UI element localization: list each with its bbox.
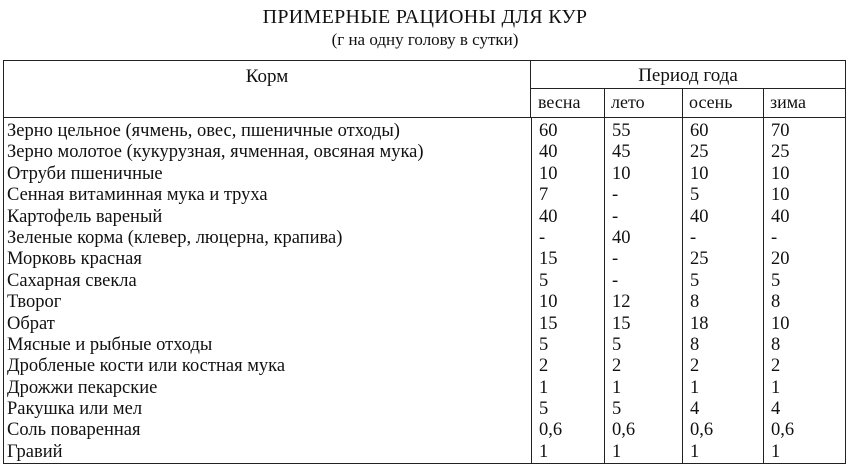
ration-value: 1 (771, 441, 781, 462)
ration-value: 1 (539, 377, 549, 398)
feed-name: Сенная витаминная мука и труха (7, 185, 268, 206)
table-row (4, 271, 845, 292)
ration-value: 15 (612, 313, 631, 334)
ration-value: 10 (539, 292, 558, 313)
ration-value: 1 (539, 441, 549, 462)
ration-value: 10 (690, 163, 709, 184)
ration-value: 25 (690, 142, 709, 163)
feed-name: Ракушка или мел (7, 399, 143, 420)
ration-value: - (612, 206, 619, 227)
header-season-winter: зима (770, 92, 806, 112)
ration-value: 0,6 (771, 420, 795, 441)
table-row (4, 249, 845, 270)
column-divider (763, 89, 764, 117)
ration-value: 8 (771, 292, 781, 313)
ration-value: 40 (771, 206, 790, 227)
ration-value: 4 (771, 399, 781, 420)
column-divider (682, 89, 683, 117)
ration-value: 5 (539, 399, 549, 420)
feed-name: Соль поваренная (7, 420, 141, 441)
table-row (4, 121, 845, 142)
header-season-autumn: осень (689, 92, 733, 112)
ration-value: 8 (771, 334, 781, 355)
table-row (4, 399, 845, 420)
ration-value: 1 (690, 441, 700, 462)
feed-name: Зерно молотое (кукурузная, ячменная, овсяная мука) (7, 142, 424, 163)
ration-value: 25 (690, 249, 709, 270)
ration-value: 2 (690, 356, 700, 377)
ration-value: 25 (771, 142, 790, 163)
feed-name: Творог (7, 292, 62, 313)
header-period: Период года (531, 61, 845, 89)
ration-value: 15 (539, 249, 558, 270)
ration-value: 60 (539, 121, 558, 141)
ration-value: 2 (612, 356, 622, 377)
table-body (4, 121, 845, 463)
ration-value: 40 (539, 206, 558, 227)
ration-value: 5 (771, 270, 781, 291)
header-season-spring: весна (538, 92, 581, 112)
ration-value: 10 (771, 185, 790, 206)
table-row (4, 314, 845, 335)
ration-value: - (612, 249, 619, 270)
ration-value: 1 (771, 377, 781, 398)
ration-value: 1 (690, 377, 700, 398)
ration-value: 10 (539, 163, 558, 184)
ration-value: - (612, 270, 619, 291)
ration-value: 60 (690, 121, 709, 141)
ration-value: 10 (771, 163, 790, 184)
ration-value: 70 (771, 121, 790, 141)
ration-value: 0,6 (612, 420, 636, 441)
feed-name: Зеленые корма (клевер, люцерна, крапива) (7, 227, 343, 248)
ration-value: 5 (539, 334, 549, 355)
feed-name: Сахарная свекла (7, 270, 137, 291)
table-row (4, 335, 845, 356)
ration-value: 7 (539, 185, 549, 206)
table-row (4, 185, 845, 206)
ration-value: 40 (612, 227, 631, 248)
table-row (4, 207, 845, 228)
ration-value: 55 (612, 121, 631, 141)
ration-value: 2 (539, 356, 549, 377)
ration-value: 5 (539, 270, 549, 291)
table-row (4, 142, 845, 163)
column-divider (604, 89, 605, 117)
table-header (4, 61, 845, 118)
ration-value: 5 (690, 270, 700, 291)
header-feed: Корм (4, 61, 531, 117)
document-title: ПРИМЕРНЫЕ РАЦИОНЫ ДЛЯ КУР (262, 6, 588, 28)
ration-value: 4 (690, 399, 700, 420)
feed-name: Зерно цельное (ячмень, овес, пшеничные отходы) (7, 121, 400, 141)
ration-value: 12 (612, 292, 631, 313)
ration-value: 15 (539, 313, 558, 334)
table-row (4, 164, 845, 185)
ration-value: 0,6 (690, 420, 714, 441)
ration-value: 20 (771, 249, 790, 270)
feed-name: Дрожжи пекарские (7, 377, 158, 398)
ration-value: - (771, 227, 778, 248)
ration-value: 10 (612, 163, 631, 184)
feed-name: Морковь красная (7, 249, 142, 270)
feed-name: Обрат (7, 313, 55, 334)
ration-value: 45 (612, 142, 631, 163)
ration-value: 1 (612, 377, 622, 398)
header-season-summer: лето (611, 92, 645, 112)
ration-value: 40 (690, 206, 709, 227)
ration-value: 0,6 (539, 420, 563, 441)
table-row (4, 356, 845, 377)
table-row (4, 442, 845, 463)
ration-value: - (690, 227, 697, 248)
ration-value: 18 (690, 313, 709, 334)
table-row (4, 378, 845, 399)
ration-table (3, 60, 846, 464)
feed-name: Отруби пшеничные (7, 163, 163, 184)
ration-value: - (612, 185, 619, 206)
ration-value: 8 (690, 292, 700, 313)
ration-value: 2 (771, 356, 781, 377)
ration-value: 40 (539, 142, 558, 163)
ration-value: 10 (771, 313, 790, 334)
feed-name: Дробленые кости или костная мука (7, 356, 286, 377)
document-subtitle: (г на одну голову в сутки) (331, 30, 519, 49)
table-row (4, 228, 845, 249)
ration-value: 1 (612, 441, 622, 462)
table-row (4, 420, 845, 441)
ration-value: 5 (612, 399, 622, 420)
ration-value: 5 (690, 185, 700, 206)
feed-name: Гравий (7, 441, 63, 462)
ration-value: 5 (612, 334, 622, 355)
table-row (4, 292, 845, 313)
ration-value: - (539, 227, 546, 248)
ration-value: 8 (690, 334, 700, 355)
feed-name: Мясные и рыбные отходы (7, 334, 213, 355)
feed-name: Картофель вареный (7, 206, 163, 227)
